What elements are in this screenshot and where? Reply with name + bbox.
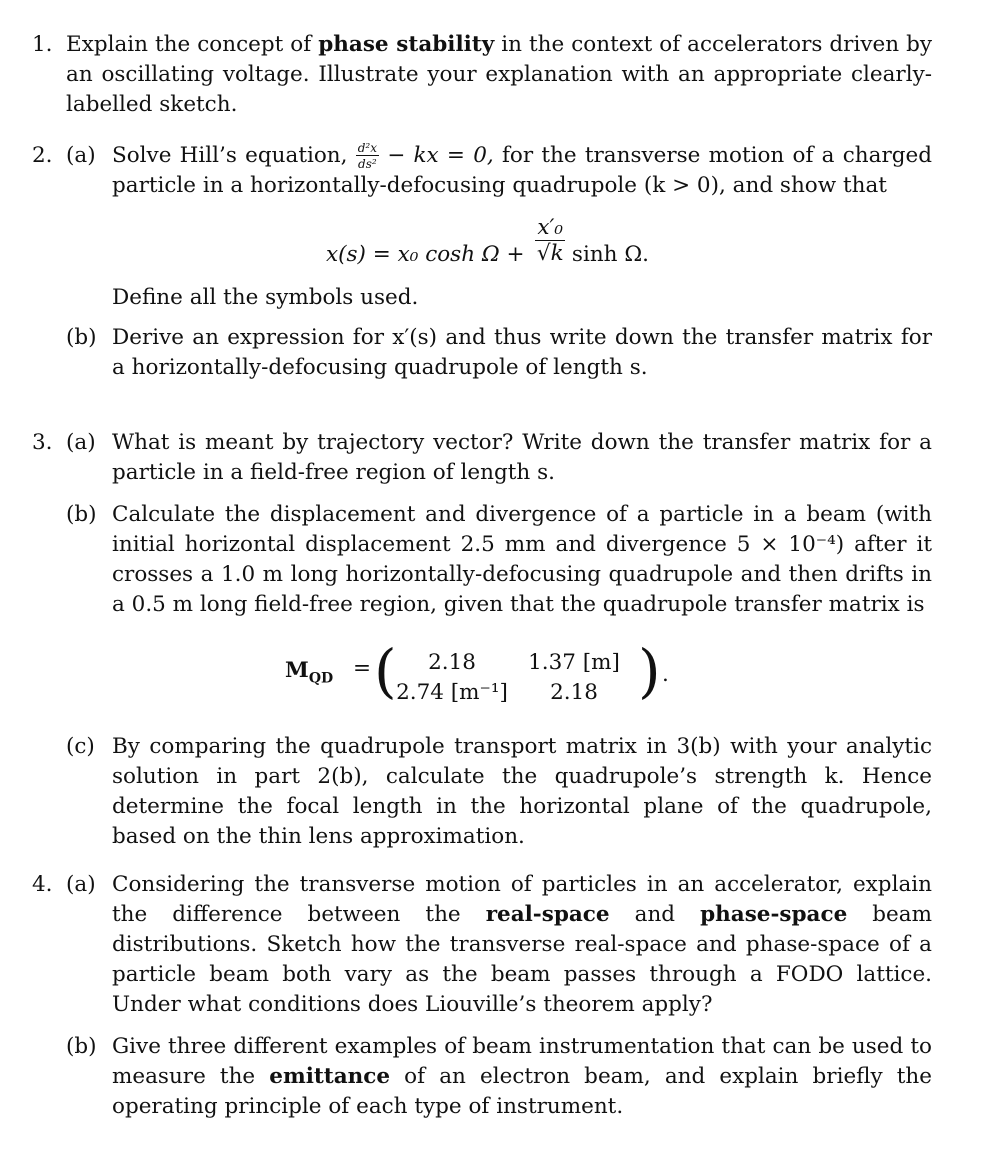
question-2 (32, 141, 932, 383)
matrix-cell: 2.18 (428, 650, 476, 675)
part-label: (b) (66, 1034, 97, 1059)
question-3 (32, 428, 932, 852)
question-number: 1. (32, 32, 53, 57)
question-number: 2. (32, 143, 53, 168)
question-text: Explain the concept of phase stability in the context of accelerators driven by an oscillating voltage. Illustrate your explanation with an appropriate clearly-labelled sketch. (66, 32, 932, 117)
solution-equation: x(s) = x₀ cosh Ω + $\frac{\text{x′₀}}{√k}$ sinh Ω. (326, 215, 650, 267)
part-label: (a) (66, 430, 96, 455)
question-number: 4. (32, 872, 53, 897)
matrix-cell: 1.37 [m] (528, 650, 620, 675)
matrix-cell: 2.74 [m⁻¹] (396, 680, 508, 705)
keyword-bold: phase stability (318, 32, 495, 57)
part-a: (a) What is meant by trajectory vector? Write down the transfer matrix for a particle in a field-free region of length s. (66, 430, 932, 485)
part-b: (b) Derive an expression for x′(s) and thus write down the transfer matrix for a horizontally-defocusing quadrupole of length s. (66, 325, 932, 380)
part-label: (b) (66, 502, 97, 527)
part-c: (c) By comparing the quadrupole transport matrix in 3(b) with your analytic solution in part 2(b), calculate the quadrupole’s strength k. Hence determine the focal length in the horizontal plane of the quadrupole, based on the thin lens approximation. (66, 734, 932, 849)
left-paren-icon: ( (374, 637, 397, 705)
matrix-label: $M_{QD}$ (285, 658, 334, 687)
transfer-matrix: $M_{QD}$ = ( 2.18 1.37 [m] 2.74 [m⁻¹] 2.18 ) . (112, 620, 932, 716)
matrix-cell: 2.18 (550, 680, 598, 705)
part-b: (b) Calculate the displacement and divergence of a particle in a beam (with initial horizontal displacement 2.5 mm and divergence 5 × 10⁻⁴) after it crosses a 1.0 m long horizontally-defocusing quadrupole and then drifts in a 0.5 m long field-free region, given that the quadrupole transfer matrix is $M_{QD}$ = ( 2.18 1.37 [m] 2.74 [m⁻¹] 2.18 ) . (112, 500, 932, 716)
question-number: 3. (32, 430, 53, 455)
question-4 (32, 870, 932, 1122)
part-label: (a) (66, 872, 96, 897)
derivative-fraction: $\frac{\text{d²x}}{\text{ds²}}$ (357, 141, 377, 171)
part-a: (a) Considering the transverse motion of particles in an accelerator, explain the difference between the real-space and phase-space beam distributions. Sketch how the transverse real-space and phase-space of a particle beam both vary as the beam passes through a FODO lattice. Under what conditions does Liouville’s theorem apply? (66, 872, 932, 1017)
define-symbols: Define all the symbols used. (112, 285, 419, 310)
right-paren-icon: ) (638, 637, 661, 705)
part-label: (a) (66, 143, 96, 168)
question-1 (32, 30, 932, 120)
part-label: (c) (66, 734, 95, 759)
part-b: (b) Give three different examples of beam instrumentation that can be used to measure the emittance of an electron beam, and explain briefly the operating principle of each type of instrument. (66, 1034, 932, 1119)
part-label: (b) (66, 325, 97, 350)
part-a: (a) Solve Hill’s equation, $\frac{\text{d²x}}{\text{ds²}}$ − kx = 0, for the transverse motion of a charged particle in a horizontally-defocusing quadrupole (k > 0), and show that x(s) = x₀ cosh Ω + $\frac{\text{x′₀}}{√k}$ sinh Ω. Define all the symbols used. (112, 141, 932, 313)
